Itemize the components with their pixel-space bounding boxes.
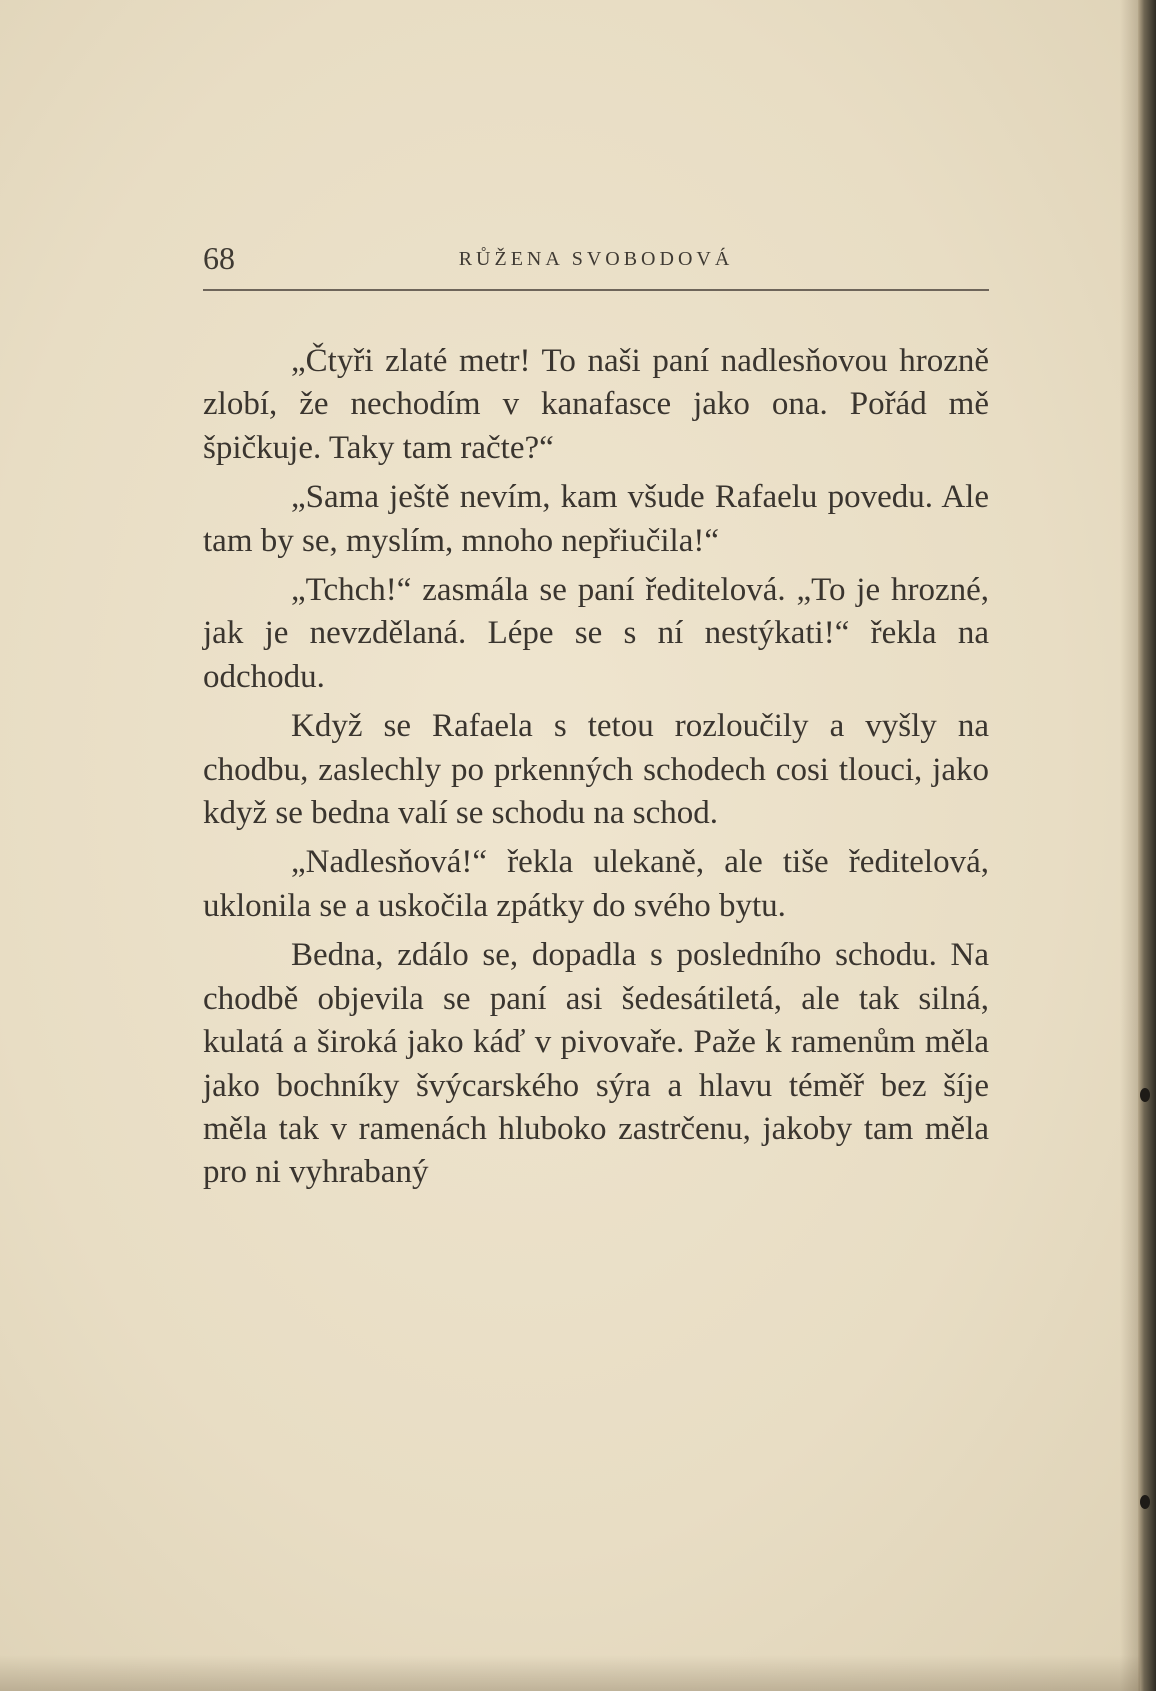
running-head: RŮŽENA SVOBODOVÁ [458,248,734,270]
page-bottom-shadow [0,1655,1140,1691]
page-number: 68 [203,240,235,276]
edge-mark [1140,1088,1150,1102]
header-rule [203,289,989,291]
paragraph: Bedna, zdálo se, dopadla s posledního schodu. Na chodbě objevila se paní asi šedesátiletá, ale tak silná, kulatá a široká jako káď v pivovaře. Paže k ramenům měla jako bochníky švýcarského sýra a hlavu téměř bez šíje měla tak v ramenách hluboko zastrčenu, jakoby tam měla pro ni vyhrabaný [203,937,989,1191]
paragraph: Když se Rafaela s tetou rozloučily a vyšly na chodbu, zaslechly po prkenných schodech cosi tlouci, jako když se bedna valí se schodu na schod. [203,708,989,832]
paragraph: „Čtyři zlaté metr! To naši paní nadlesňovou hrozně zlobí, že nechodím v kanafasce jako ona. Pořád mě špičkuje. Taky tam račte?“ [203,343,989,466]
page-edge-shadow [1120,0,1140,1691]
paragraph: „Tchch!“ zasmála se paní ředitelová. „To je hrozné, jak je nevzdělaná. Lépe se s ní nestýkati!“ řekla na odchodu. [203,572,989,695]
paragraph: „Nadlesňová!“ řekla ulekaně, ale tiše ředitelová, uklonila se a uskočila zpátky do svého bytu. [203,844,989,924]
page-header [203,238,989,278]
book-edge [1138,0,1156,1691]
edge-mark [1140,1495,1150,1509]
body-text [203,340,989,1201]
paragraph: „Sama ještě nevím, kam všude Rafaelu povedu. Ale tam by se, myslím, mnoho nepřiučila!“ [203,479,989,559]
